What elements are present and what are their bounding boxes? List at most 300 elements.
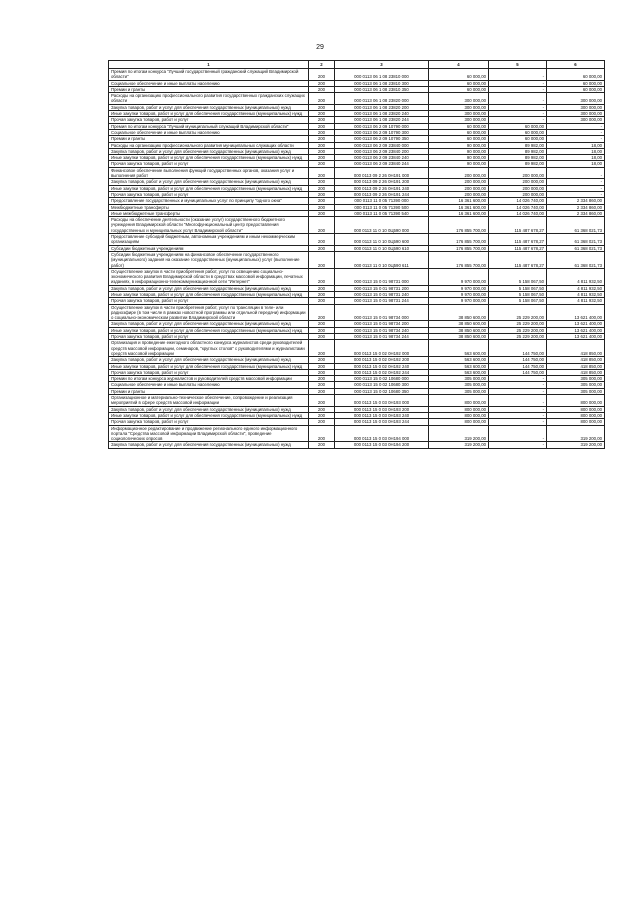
row-approved-value: 16 361 600,00 bbox=[429, 198, 489, 204]
table-row bbox=[109, 425, 605, 442]
row-classification-code: 000 0113 15 0 01 98734 000 bbox=[335, 304, 429, 321]
row-code: 200 bbox=[309, 136, 335, 142]
row-remaining-value: 418 850,00 bbox=[547, 369, 605, 375]
row-classification-code: 000 0113 06 1 08 23810 000 bbox=[335, 69, 429, 81]
row-approved-value: 300 000,00 bbox=[429, 93, 489, 105]
table-row bbox=[109, 340, 605, 357]
row-executed-value: 5 158 067,50 bbox=[489, 291, 547, 297]
row-executed-value: 200 000,00 bbox=[489, 191, 547, 197]
row-description: Субсидии бюджетным учреждениям на финансовое обеспечение государственного (муниципального) задания на оказание государственных (муниципальных) услуг (выполнение работ) bbox=[109, 251, 309, 268]
row-classification-code: 000 0113 15 0 02 10680 350 bbox=[335, 388, 429, 394]
row-approved-value: 319 200,00 bbox=[429, 442, 489, 448]
table-row bbox=[109, 442, 605, 448]
row-description: Прочая закупка товаров, работ и услуг bbox=[109, 298, 309, 304]
row-description: Социальное обеспечение и иные выплаты населению bbox=[109, 129, 309, 135]
row-classification-code: 000 0113 15 0 02 0Н192 244 bbox=[335, 369, 429, 375]
row-approved-value: 60 000,00 bbox=[429, 80, 489, 86]
row-classification-code: 000 0113 06 1 08 23820 240 bbox=[335, 111, 429, 117]
row-executed-value: 25 229 200,00 bbox=[489, 304, 547, 321]
row-approved-value: 319 200,00 bbox=[429, 425, 489, 442]
row-description: Прочая закупка товаров, работ и услуг bbox=[109, 117, 309, 123]
row-code: 200 bbox=[309, 357, 335, 363]
row-code: 200 bbox=[309, 117, 335, 123]
row-description: Социальное обеспечение и иные выплаты населению bbox=[109, 382, 309, 388]
row-executed-value: - bbox=[489, 69, 547, 81]
row-approved-value: 563 600,00 bbox=[429, 369, 489, 375]
row-code: 200 bbox=[309, 179, 335, 185]
row-remaining-value: 319 200,00 bbox=[547, 442, 605, 448]
table-row bbox=[109, 291, 605, 297]
row-remaining-value: 61 368 021,73 bbox=[547, 234, 605, 246]
row-remaining-value: 18,00 bbox=[547, 148, 605, 154]
row-classification-code: 000 0113 06 2 09 23840 244 bbox=[335, 161, 429, 167]
row-description: Закупка товаров, работ и услуг для обеспечения государственных (муниципальных) нужд bbox=[109, 148, 309, 154]
row-classification-code: 000 0113 15 0 02 0Н192 200 bbox=[335, 357, 429, 363]
row-description: Межбюджетные трансферты bbox=[109, 204, 309, 210]
row-description: Закупка товаров, работ и услуг для обеспечения государственных (муниципальных) нужд bbox=[109, 285, 309, 291]
row-description: Прочая закупка товаров, работ и услуг bbox=[109, 369, 309, 375]
row-remaining-value: 319 200,00 bbox=[547, 425, 605, 442]
table-row bbox=[109, 161, 605, 167]
row-description: Осуществление закупок в части приобретения работ, услуг по трансляции в теле- или радиоэфире (в том числе в рамках новостной программы или отдельной передачи) информации о социально-экономическом развитии Владимирской области bbox=[109, 304, 309, 321]
row-classification-code: 000 0113 15 0 02 0Н192 000 bbox=[335, 340, 429, 357]
row-classification-code: 000 0113 15 0 01 98734 200 bbox=[335, 321, 429, 327]
page-number: 29 bbox=[316, 44, 324, 51]
row-approved-value: 38 850 600,00 bbox=[429, 334, 489, 340]
row-remaining-value: 18,00 bbox=[547, 161, 605, 167]
row-classification-code: 000 0113 09 2 26 0Н191 240 bbox=[335, 185, 429, 191]
table-row bbox=[109, 304, 605, 321]
row-approved-value: 9 970 000,00 bbox=[429, 291, 489, 297]
row-description: Закупка товаров, работ и услуг для обеспечения государственных (муниципальных) нужд bbox=[109, 104, 309, 110]
row-approved-value: 305 000,00 bbox=[429, 376, 489, 382]
row-description: Предоставление государственных и муниципальных услуг по принципу "одного окна" bbox=[109, 198, 309, 204]
row-code: 200 bbox=[309, 185, 335, 191]
row-code: 200 bbox=[309, 321, 335, 327]
row-executed-value: - bbox=[489, 382, 547, 388]
row-classification-code: 000 0113 06 2 09 23840 240 bbox=[335, 155, 429, 161]
row-approved-value: 90 000,00 bbox=[429, 155, 489, 161]
row-executed-value: 60 000,00 bbox=[489, 136, 547, 142]
row-remaining-value: 18,00 bbox=[547, 142, 605, 148]
row-approved-value: 563 600,00 bbox=[429, 363, 489, 369]
row-classification-code: 000 0113 15 0 01 98731 200 bbox=[335, 285, 429, 291]
table-row bbox=[109, 395, 605, 407]
row-remaining-value: 300 000,00 bbox=[547, 104, 605, 110]
row-remaining-value: - bbox=[547, 179, 605, 185]
row-executed-value: 25 229 200,00 bbox=[489, 327, 547, 333]
row-description: Социальное обеспечение и иные выплаты населению bbox=[109, 80, 309, 86]
row-classification-code: 000 0113 09 2 26 0Н191 244 bbox=[335, 191, 429, 197]
row-description: Закупка товаров, работ и услуг для обеспечения государственных (муниципальных) нужд bbox=[109, 179, 309, 185]
row-remaining-value: - bbox=[547, 185, 605, 191]
row-executed-value: 144 750,00 bbox=[489, 340, 547, 357]
table-row bbox=[109, 334, 605, 340]
row-executed-value: 89 982,00 bbox=[489, 161, 547, 167]
table-row bbox=[109, 167, 605, 179]
row-description: Премии и гранты bbox=[109, 388, 309, 394]
row-classification-code: 000 0113 15 0 03 0Н194 200 bbox=[335, 442, 429, 448]
row-classification-code: 000 0113 15 0 03 0Н193 200 bbox=[335, 406, 429, 412]
row-classification-code: 000 0113 15 0 01 98731 240 bbox=[335, 291, 429, 297]
row-approved-value: 300 000,00 bbox=[429, 104, 489, 110]
row-code: 200 bbox=[309, 369, 335, 375]
row-remaining-value: 4 811 932,50 bbox=[547, 285, 605, 291]
row-remaining-value: 60 000,00 bbox=[547, 86, 605, 92]
row-classification-code: 000 0113 06 2 09 10790 000 bbox=[335, 123, 429, 129]
row-description: Организация и проведение ежегодного областного конкурса журналистов среди руководителей средств массовой информации, семинаров, "круглых столов" с руководителями и журналистами средств массовой информации bbox=[109, 340, 309, 357]
row-executed-value: - bbox=[489, 388, 547, 394]
row-classification-code: 000 0113 15 0 02 10680 000 bbox=[335, 376, 429, 382]
row-remaining-value: 418 850,00 bbox=[547, 363, 605, 369]
row-code: 200 bbox=[309, 129, 335, 135]
row-description: Премии и гранты bbox=[109, 136, 309, 142]
row-remaining-value: 4 811 932,50 bbox=[547, 291, 605, 297]
row-approved-value: 800 000,00 bbox=[429, 406, 489, 412]
row-executed-value: - bbox=[489, 376, 547, 382]
row-approved-value: 90 000,00 bbox=[429, 142, 489, 148]
row-remaining-value: 305 000,00 bbox=[547, 388, 605, 394]
row-classification-code: 000 0113 11 0 10 0Ц590 610 bbox=[335, 245, 429, 251]
row-classification-code: 000 0113 15 0 03 0Н193 240 bbox=[335, 412, 429, 418]
row-executed-value: - bbox=[489, 395, 547, 407]
row-code: 200 bbox=[309, 334, 335, 340]
row-approved-value: 16 361 600,00 bbox=[429, 210, 489, 216]
row-description: Субсидии бюджетным учреждениям bbox=[109, 245, 309, 251]
row-description: Расходы на организацию профессионального развития государственных гражданских служащих области bbox=[109, 93, 309, 105]
row-approved-value: 800 000,00 bbox=[429, 412, 489, 418]
table-row bbox=[109, 217, 605, 234]
row-classification-code: 000 0113 09 2 26 0Н191 200 bbox=[335, 179, 429, 185]
row-classification-code: 000 0113 15 0 03 0Н193 244 bbox=[335, 419, 429, 425]
row-description: Премия по итогам конкурса "Лучший государственный гражданский служащий Владимирской области" bbox=[109, 69, 309, 81]
row-executed-value: 115 487 678,27 bbox=[489, 245, 547, 251]
table-header-row bbox=[109, 61, 605, 69]
row-description: Закупка товаров, работ и услуг для обеспечения государственных (муниципальных) нужд bbox=[109, 442, 309, 448]
table-row bbox=[109, 268, 605, 285]
row-executed-value: - bbox=[489, 80, 547, 86]
row-code: 200 bbox=[309, 388, 335, 394]
row-classification-code: 000 0113 15 0 01 98731 000 bbox=[335, 268, 429, 285]
row-executed-value: 14 026 740,00 bbox=[489, 198, 547, 204]
row-classification-code: 000 0113 11 0 10 0Ц590 611 bbox=[335, 251, 429, 268]
row-remaining-value: - bbox=[547, 123, 605, 129]
row-executed-value: 89 982,00 bbox=[489, 142, 547, 148]
row-classification-code: 000 0113 06 2 09 23840 000 bbox=[335, 142, 429, 148]
row-code: 200 bbox=[309, 291, 335, 297]
row-remaining-value: 305 000,00 bbox=[547, 376, 605, 382]
row-classification-code: 000 0113 09 2 26 0Н191 000 bbox=[335, 167, 429, 179]
row-remaining-value: - bbox=[547, 191, 605, 197]
table-row bbox=[109, 198, 605, 204]
row-approved-value: 176 855 700,00 bbox=[429, 245, 489, 251]
row-remaining-value: 2 334 860,00 bbox=[547, 198, 605, 204]
row-description: Премии и гранты bbox=[109, 86, 309, 92]
row-approved-value: 38 850 600,00 bbox=[429, 327, 489, 333]
budget-table bbox=[108, 60, 605, 449]
row-description: Прочая закупка товаров, работ и услуг bbox=[109, 191, 309, 197]
row-executed-value: 200 000,00 bbox=[489, 179, 547, 185]
column-header: 4 bbox=[429, 61, 489, 69]
row-code: 200 bbox=[309, 86, 335, 92]
table-row bbox=[109, 129, 605, 135]
row-description: Иные закупки товаров, работ и услуг для обеспечения государственных (муниципальных) нужд bbox=[109, 327, 309, 333]
row-description: Организационное и материально-техническое обеспечение, сопровождение и реализация мероприятий в сфере средств массовой информации bbox=[109, 395, 309, 407]
row-code: 200 bbox=[309, 376, 335, 382]
row-approved-value: 176 855 700,00 bbox=[429, 234, 489, 246]
row-approved-value: 16 361 600,00 bbox=[429, 204, 489, 210]
row-remaining-value: 4 811 932,50 bbox=[547, 268, 605, 285]
row-code: 200 bbox=[309, 217, 335, 234]
row-remaining-value: 13 621 400,00 bbox=[547, 334, 605, 340]
row-executed-value: - bbox=[489, 86, 547, 92]
row-code: 200 bbox=[309, 442, 335, 448]
row-code: 200 bbox=[309, 251, 335, 268]
row-code: 200 bbox=[309, 167, 335, 179]
row-code: 200 bbox=[309, 155, 335, 161]
table-row bbox=[109, 327, 605, 333]
row-approved-value: 800 000,00 bbox=[429, 395, 489, 407]
row-description: Предоставление субсидий бюджетным, автономным учреждениям и иным некоммерческим организациям bbox=[109, 234, 309, 246]
row-code: 200 bbox=[309, 123, 335, 129]
column-header: 3 bbox=[335, 61, 429, 69]
row-approved-value: 563 600,00 bbox=[429, 340, 489, 357]
row-remaining-value: 60 000,00 bbox=[547, 69, 605, 81]
row-remaining-value: 61 368 021,73 bbox=[547, 245, 605, 251]
row-description: Иные закупки товаров, работ и услуг для обеспечения государственных (муниципальных) нужд bbox=[109, 185, 309, 191]
row-code: 200 bbox=[309, 406, 335, 412]
row-executed-value: - bbox=[489, 111, 547, 117]
row-classification-code: 000 0113 06 1 08 23810 350 bbox=[335, 86, 429, 92]
row-executed-value: 5 158 067,50 bbox=[489, 285, 547, 291]
row-code: 200 bbox=[309, 419, 335, 425]
row-description: Иные закупки товаров, работ и услуг для обеспечения государственных (муниципальных) нужд bbox=[109, 111, 309, 117]
row-remaining-value: 61 368 021,73 bbox=[547, 251, 605, 268]
row-code: 200 bbox=[309, 268, 335, 285]
row-classification-code: 000 0113 15 0 01 98734 244 bbox=[335, 334, 429, 340]
row-approved-value: 176 855 700,00 bbox=[429, 217, 489, 234]
row-executed-value: 144 750,00 bbox=[489, 363, 547, 369]
row-approved-value: 90 000,00 bbox=[429, 148, 489, 154]
row-executed-value: - bbox=[489, 412, 547, 418]
row-code: 200 bbox=[309, 412, 335, 418]
row-executed-value: - bbox=[489, 419, 547, 425]
row-code: 200 bbox=[309, 245, 335, 251]
row-remaining-value: 418 850,00 bbox=[547, 357, 605, 363]
row-description: Закупка товаров, работ и услуг для обеспечения государственных (муниципальных) нужд bbox=[109, 357, 309, 363]
row-description: Иные закупки товаров, работ и услуг для обеспечения государственных (муниципальных) нужд bbox=[109, 363, 309, 369]
row-description: Премия по итогам конкурса "Лучший муниципальный служащий Владимирской области" bbox=[109, 123, 309, 129]
row-remaining-value: 305 000,00 bbox=[547, 382, 605, 388]
row-remaining-value: 418 850,00 bbox=[547, 340, 605, 357]
row-approved-value: 9 970 000,00 bbox=[429, 298, 489, 304]
row-approved-value: 60 000,00 bbox=[429, 123, 489, 129]
row-approved-value: 200 000,00 bbox=[429, 179, 489, 185]
row-classification-code: 000 0113 11 0 05 71390 500 bbox=[335, 204, 429, 210]
row-code: 200 bbox=[309, 80, 335, 86]
row-approved-value: 300 000,00 bbox=[429, 117, 489, 123]
row-description: Прочая закупка товаров, работ и услуг bbox=[109, 419, 309, 425]
row-executed-value: 89 982,00 bbox=[489, 155, 547, 161]
row-approved-value: 38 850 600,00 bbox=[429, 321, 489, 327]
row-executed-value: 25 229 200,00 bbox=[489, 321, 547, 327]
row-code: 200 bbox=[309, 298, 335, 304]
table-row bbox=[109, 298, 605, 304]
column-header: 1 bbox=[109, 61, 309, 69]
row-description: Иные закупки товаров, работ и услуг для обеспечения государственных (муниципальных) нужд bbox=[109, 155, 309, 161]
row-approved-value: 60 000,00 bbox=[429, 136, 489, 142]
row-description: Иные межбюджетные трансферты bbox=[109, 210, 309, 216]
row-remaining-value: - bbox=[547, 167, 605, 179]
row-code: 200 bbox=[309, 363, 335, 369]
row-classification-code: 000 0113 11 0 05 71390 000 bbox=[335, 198, 429, 204]
row-code: 200 bbox=[309, 382, 335, 388]
row-classification-code: 000 0113 15 0 03 0Н193 000 bbox=[335, 395, 429, 407]
table-row bbox=[109, 179, 605, 185]
row-remaining-value: 4 811 932,50 bbox=[547, 298, 605, 304]
table-row bbox=[109, 363, 605, 369]
row-description: Расходы на обеспечение деятельности (оказание услуг) государственного бюджетного учреждения Владимирской области "Многофункциональный центр предоставления государственных и муниципальных услуг Владимирской области" bbox=[109, 217, 309, 234]
row-executed-value: - bbox=[489, 117, 547, 123]
row-approved-value: 60 000,00 bbox=[429, 86, 489, 92]
row-classification-code: 000 0113 15 0 02 0Н192 240 bbox=[335, 363, 429, 369]
row-code: 200 bbox=[309, 69, 335, 81]
row-description: Расходы на организацию профессионального развития муниципальных служащих области bbox=[109, 142, 309, 148]
row-classification-code: 000 0113 15 0 03 0Н194 000 bbox=[335, 425, 429, 442]
row-executed-value: 144 750,00 bbox=[489, 357, 547, 363]
row-executed-value: 115 487 678,27 bbox=[489, 251, 547, 268]
row-code: 200 bbox=[309, 234, 335, 246]
row-remaining-value: 800 000,00 bbox=[547, 395, 605, 407]
row-classification-code: 000 0113 11 0 05 71390 540 bbox=[335, 210, 429, 216]
row-code: 200 bbox=[309, 204, 335, 210]
row-remaining-value: 300 000,00 bbox=[547, 111, 605, 117]
row-code: 200 bbox=[309, 148, 335, 154]
row-approved-value: 200 000,00 bbox=[429, 191, 489, 197]
row-remaining-value: 800 000,00 bbox=[547, 412, 605, 418]
row-executed-value: 200 000,00 bbox=[489, 185, 547, 191]
row-executed-value: 89 982,00 bbox=[489, 148, 547, 154]
table-row bbox=[109, 234, 605, 246]
row-approved-value: 60 000,00 bbox=[429, 69, 489, 81]
column-header: 6 bbox=[547, 61, 605, 69]
row-remaining-value: 800 000,00 bbox=[547, 419, 605, 425]
row-code: 200 bbox=[309, 111, 335, 117]
table-row bbox=[109, 69, 605, 81]
column-header: 5 bbox=[489, 61, 547, 69]
row-classification-code: 000 0113 06 1 08 23820 200 bbox=[335, 104, 429, 110]
row-remaining-value: 13 621 400,00 bbox=[547, 327, 605, 333]
row-description: Закупка товаров, работ и услуг для обеспечения государственных (муниципальных) нужд bbox=[109, 321, 309, 327]
row-description: Иные закупки товаров, работ и услуг для обеспечения государственных (муниципальных) нужд bbox=[109, 412, 309, 418]
table-row bbox=[109, 123, 605, 129]
row-executed-value: - bbox=[489, 104, 547, 110]
table-row bbox=[109, 369, 605, 375]
row-executed-value: 115 487 678,27 bbox=[489, 234, 547, 246]
row-approved-value: 300 000,00 bbox=[429, 111, 489, 117]
row-description: Иные закупки товаров, работ и услуг для обеспечения государственных (муниципальных) нужд bbox=[109, 291, 309, 297]
row-remaining-value: 300 000,00 bbox=[547, 117, 605, 123]
table-row bbox=[109, 245, 605, 251]
row-remaining-value: 13 621 400,00 bbox=[547, 321, 605, 327]
row-approved-value: 38 850 600,00 bbox=[429, 304, 489, 321]
row-executed-value: 115 487 678,27 bbox=[489, 217, 547, 234]
row-approved-value: 563 600,00 bbox=[429, 357, 489, 363]
row-remaining-value: 2 334 860,00 bbox=[547, 204, 605, 210]
row-classification-code: 000 0113 06 2 09 23840 200 bbox=[335, 148, 429, 154]
row-classification-code: 000 0113 11 0 10 0Ц590 000 bbox=[335, 217, 429, 234]
row-classification-code: 000 0113 11 0 10 0Ц590 600 bbox=[335, 234, 429, 246]
row-executed-value: 5 158 067,50 bbox=[489, 298, 547, 304]
row-executed-value: - bbox=[489, 406, 547, 412]
row-remaining-value: - bbox=[547, 129, 605, 135]
column-header: 2 bbox=[309, 61, 335, 69]
row-classification-code: 000 0113 15 0 01 98731 244 bbox=[335, 298, 429, 304]
table-row bbox=[109, 155, 605, 161]
row-code: 200 bbox=[309, 161, 335, 167]
row-description: Информационное редактирование и продвижение регионального единого информационного портала "Средства массовой информации Владимирской области", проведение социологических опросов bbox=[109, 425, 309, 442]
row-description: Прочая закупка товаров, работ и услуг bbox=[109, 161, 309, 167]
row-approved-value: 176 855 700,00 bbox=[429, 251, 489, 268]
row-approved-value: 9 970 000,00 bbox=[429, 268, 489, 285]
row-code: 200 bbox=[309, 340, 335, 357]
table-row bbox=[109, 357, 605, 363]
table-row bbox=[109, 321, 605, 327]
row-executed-value: 144 750,00 bbox=[489, 369, 547, 375]
row-executed-value: 60 000,00 bbox=[489, 123, 547, 129]
row-executed-value: 14 026 740,00 bbox=[489, 204, 547, 210]
row-remaining-value: 61 368 021,73 bbox=[547, 217, 605, 234]
row-remaining-value: - bbox=[547, 136, 605, 142]
row-remaining-value: 60 000,00 bbox=[547, 80, 605, 86]
row-remaining-value: 18,00 bbox=[547, 155, 605, 161]
table-row bbox=[109, 191, 605, 197]
row-executed-value: - bbox=[489, 442, 547, 448]
row-executed-value: 200 000,00 bbox=[489, 167, 547, 179]
row-classification-code: 000 0113 06 1 08 23820 000 bbox=[335, 93, 429, 105]
row-classification-code: 000 0113 06 1 08 23810 300 bbox=[335, 80, 429, 86]
table-row bbox=[109, 142, 605, 148]
row-executed-value: 60 000,00 bbox=[489, 129, 547, 135]
row-code: 200 bbox=[309, 104, 335, 110]
row-code: 200 bbox=[309, 210, 335, 216]
row-classification-code: 000 0113 06 1 08 23820 244 bbox=[335, 117, 429, 123]
row-classification-code: 000 0113 15 0 02 10680 300 bbox=[335, 382, 429, 388]
row-code: 200 bbox=[309, 191, 335, 197]
row-approved-value: 90 000,00 bbox=[429, 161, 489, 167]
row-code: 200 bbox=[309, 93, 335, 105]
row-code: 200 bbox=[309, 425, 335, 442]
row-remaining-value: 800 000,00 bbox=[547, 406, 605, 412]
row-approved-value: 305 000,00 bbox=[429, 382, 489, 388]
row-code: 200 bbox=[309, 304, 335, 321]
row-approved-value: 800 000,00 bbox=[429, 419, 489, 425]
row-classification-code: 000 0113 15 0 01 98734 240 bbox=[335, 327, 429, 333]
row-classification-code: 000 0113 06 2 09 10790 300 bbox=[335, 129, 429, 135]
row-executed-value: - bbox=[489, 93, 547, 105]
row-classification-code: 000 0113 06 2 09 10790 350 bbox=[335, 136, 429, 142]
row-executed-value: 5 158 067,50 bbox=[489, 268, 547, 285]
row-approved-value: 9 970 000,00 bbox=[429, 285, 489, 291]
table-row bbox=[109, 251, 605, 268]
row-approved-value: 200 000,00 bbox=[429, 167, 489, 179]
row-description: Закупка товаров, работ и услуг для обеспечения государственных (муниципальных) нужд bbox=[109, 406, 309, 412]
table-row bbox=[109, 148, 605, 154]
row-approved-value: 305 000,00 bbox=[429, 388, 489, 394]
row-code: 200 bbox=[309, 327, 335, 333]
row-executed-value: 25 229 200,00 bbox=[489, 334, 547, 340]
row-executed-value: 14 026 740,00 bbox=[489, 210, 547, 216]
